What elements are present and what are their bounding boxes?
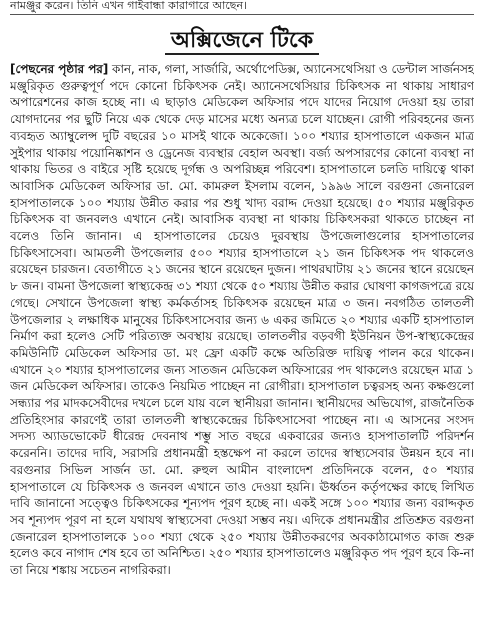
article-body [10, 61, 474, 621]
article-headline: অক্সিজেনে টিকে [165, 27, 319, 55]
continuation-label: [পেছনের পৃষ্ঠার পর] [10, 62, 109, 76]
headline-container [10, 27, 474, 55]
previous-article-tail: নামঞ্জুর করেন। তিনি এখন গাইবান্ধা কারাগারে আছেন। [10, 0, 474, 15]
article-text: কান, নাক, গলা, সার্জারি, অর্থোপেডিক্স, অ্যানেসথেসিয়া ও ডেন্টাল সার্জনসহ মঞ্জুরিকৃত গুরুত্বপূর্ণ পদে কোনো চিকিৎসক নেই। অ্যানেসথেসিয়ার চিকিৎসক না থাকায় সাধারণ অপারেশনের কাজ হচ্ছে না। এ ছাড়াও মেডিকেল অফিসার পদে যাদের নিয়োগ দেওয়া হয় তারা যোগদানের পর ছুটি নিয়ে এক থেকে দেড় মাসের মধ্যে অন্যত্র চলে যাচ্ছেন। রোগী পরিবহনের জন্য ব্যবহৃত অ্যাম্বুলেন্স দুটি বছরের ১০ মাসই থাকে অকেজো। ১০০ শয্যার হাসপাতালে একজন মাত্র সুইপার থাকায় পয়োনিষ্কাশন ও ড্রেনেজ ব্যবস্থার বেহাল অবস্থা। বর্জ্য অপসারণের কোনো ব্যবস্থা না থাকায় ভিতর ও বাইরে সৃষ্টি হয়েছে দূর্গন্ধ ও অপরিচ্ছন্ন পরিবেশ। হাসপাতালে চলতি দায়িত্বে থাকা আবাসিক মেডিকেল অফিসার ডা. মো. কামরুল ইসলাম বলেন, ১৯৯৬ সালে বরগুনা জেনারেল হাসপাতালকে ১০০ শয্যায় উন্নীত করার পর শুধু খাদ্য বরাদ্দ দেওয়া হয়েছে। ৫০ শয্যার মঞ্জুরিকৃত চিকিৎসক বা জনবলও এখানে নেই। আবাসিক ব্যবস্থা না থাকায় চিকিৎসকরা থাকতে চাচ্ছেন না বলেও তিনি জানান। এ হাসপাতালের চেয়েও দুরবস্থায় উপজেলাগুলোর হাসপাতালের চিকিৎসাসেবা। আমতলী উপজেলার ৫০০ শয্যার হাসপাতালে ২১ জন চিকিৎসক পদ থাকলেও রয়েছেন চারজন। বেতাগীতে ২১ জনের স্থানে রয়েছেন দুজন। পাথরঘাটায় ২১ জনের স্থানে রয়েছেন ৮ জন। বামনা উপজেলা স্বাস্থ্যকেন্দ্র ৩১ শয্যা থেকে ৫০ শয্যায় উন্নীত করার ঘোষণা কাগজপত্রে রয়ে গেছে। সেখানে উপজেলা স্বাস্থ্য কর্মকর্তাসহ চিকিৎসক রয়েছেন মাত্র ৩ জন। নবগঠিত তালতলী উপজেলার ২ লক্ষাধিক মানুষের চিকিৎসাসেবার জন্য ৬ একর জমিতে ২০ শয্যার একটি হাসপাতাল নির্মাণ করা হলেও সেটি পরিত্যক্ত অবস্থায় রয়েছে। তালতলীর বড়বগী ইউনিয়ন উপ-স্বাস্থ্যকেন্দ্রের কমিউনিটি মেডিকেল অফিসার ডা. মং ফ্রো একটি কক্ষে অতিরিক্ত দায়িত্ব পালন করে থাকেন। এখানে ২০ শয্যার হাসপাতালের জন্য সাতজন মেডিকেল অফিসারের পদ থাকলেও রয়েছেন মাত্র ১ জন মেডিকেল অফিসার। তাকেও নিয়মিত পাচ্ছেন না রোগীরা। হাসপাতাল চত্বরসহ অন্য কক্ষগুলো সন্ধ্যার পর মাদকসেবীদের দখলে চলে যায় বলে স্থানীয়রা জানান। স্থানীয়দের অভিযোগ, রাজনৈতিক প্রতিহিংসার কারণেই তারা তালতলী স্বাস্থ্যকেন্দ্রের চিকিৎসাসেবা পাচ্ছেন না। এ আসনের সংসদ সদস্য অ্যাডভোকেট ধীরেন্দ্র দেবনাথ শম্ভু সাত বছরে একবারের জন্যও হাসপাতালটি পরিদর্শন করেননি। তাদের দাবি, সরাসরি প্রধানমন্ত্রী হস্তক্ষেপ না করলে তাদের স্বাস্থ্যসেবার উন্নয়ন হবে না। বরগুনার সিভিল সার্জন ডা. মো. রুহুল আমীন বাংলাদেশ প্রতিদিনকে বলেন, ৫০ শয্যার হাসপাতালে যে চিকিৎসক ও জনবল এখানে তাও দেওয়া হয়নি। ঊর্ধ্বতন কর্তৃপক্ষের কাছে লিখিত দাবি জানানো সত্ত্বেও চিকিৎসকের শূন্যপদ পূরণ হচ্ছে না। একই সঙ্গে ১০০ শয্যার জন্য বরাদ্দকৃত সব শূন্যপদ পূরণ না হলে যথাযথ স্বাস্থ্যসেবা দেওয়া সম্ভব নয়। এদিকে প্রধানমন্ত্রীর প্রতিশ্রুত বরগুনা জেনারেল হাসপাতালকে ১০০ শয্যা থেকে ২৫০ শয্যায় উন্নীতকরণের অবকাঠামোগত কাজ শুরু হলেও কবে নাগাদ শেষ হবে তা অনিশ্চিত। ২৫০ শয্যার হাসপাতালেও মঞ্জুরিকৃত পদ পূরণ হবে কি-না তা নিয়ে শঙ্কায় সচেতন নাগরিকরা। [10, 62, 474, 578]
